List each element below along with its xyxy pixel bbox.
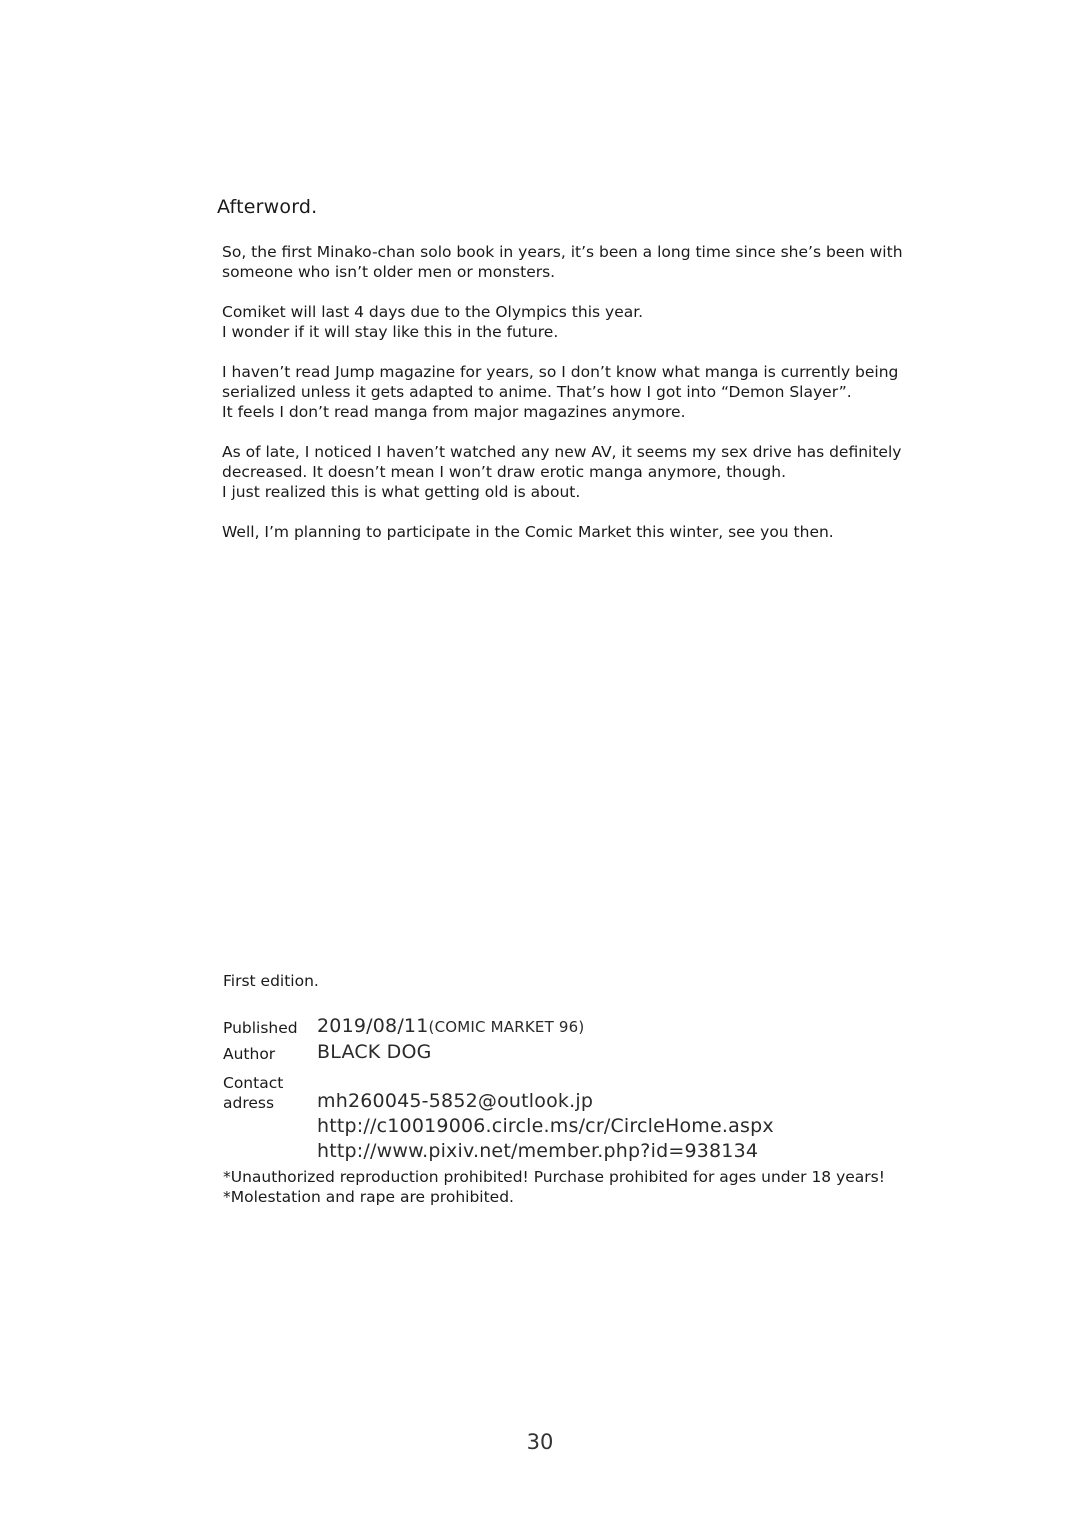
afterword-paragraph: As of late, I noticed I haven’t watched any new AV, it seems my sex drive has definitely decreased. It doesn’t mean I won’t draw erotic manga anymore, though. I just realized this is what getting old is about. xyxy=(222,443,902,501)
contact-url-pixiv: http://www.pixiv.net/member.php?id=938134 xyxy=(317,1140,759,1162)
afterword-paragraph: I haven’t read Jump magazine for years, so I don’t know what manga is currently being serialized unless it gets adapted to anime. That’s how I got into “Demon Slayer”. It feels I don’t read manga from major magazines anymore. xyxy=(222,363,899,421)
published-label: Published xyxy=(223,1019,298,1037)
author-value: BLACK DOG xyxy=(317,1041,432,1063)
afterword-paragraph: Comiket will last 4 days due to the Olympics this year. I wonder if it will stay like this in the future. xyxy=(222,303,644,341)
published-value xyxy=(317,1014,584,1039)
contact-email: mh260045-5852@outlook.jp xyxy=(317,1090,594,1112)
afterword-paragraph: Well, I’m planning to participate in the Comic Market this winter, see you then. xyxy=(222,523,834,541)
contact-label-line2: adress xyxy=(223,1094,275,1112)
legal-note: *Molestation and rape are prohibited. xyxy=(223,1188,514,1206)
afterword-heading: Afterword. xyxy=(217,196,318,218)
published-date: 2019/08/11 xyxy=(317,1015,429,1037)
published-event: (COMIC MARKET 96) xyxy=(428,1018,585,1036)
author-label: Author xyxy=(223,1045,276,1063)
contact-label: Contact xyxy=(223,1074,284,1092)
edition-label: First edition. xyxy=(223,972,319,990)
afterword-paragraph: So, the first Minako-chan solo book in years, it’s been a long time since she’s been with someone who isn’t older men or monsters. xyxy=(222,243,903,281)
legal-note: *Unauthorized reproduction prohibited! Purchase prohibited for ages under 18 years! xyxy=(223,1168,885,1186)
contact-url-circle: http://c10019006.circle.ms/cr/CircleHome.aspx xyxy=(317,1115,774,1137)
afterword-body xyxy=(222,242,922,562)
legal-notes xyxy=(223,1167,943,1207)
page-number: 30 xyxy=(526,1430,554,1454)
